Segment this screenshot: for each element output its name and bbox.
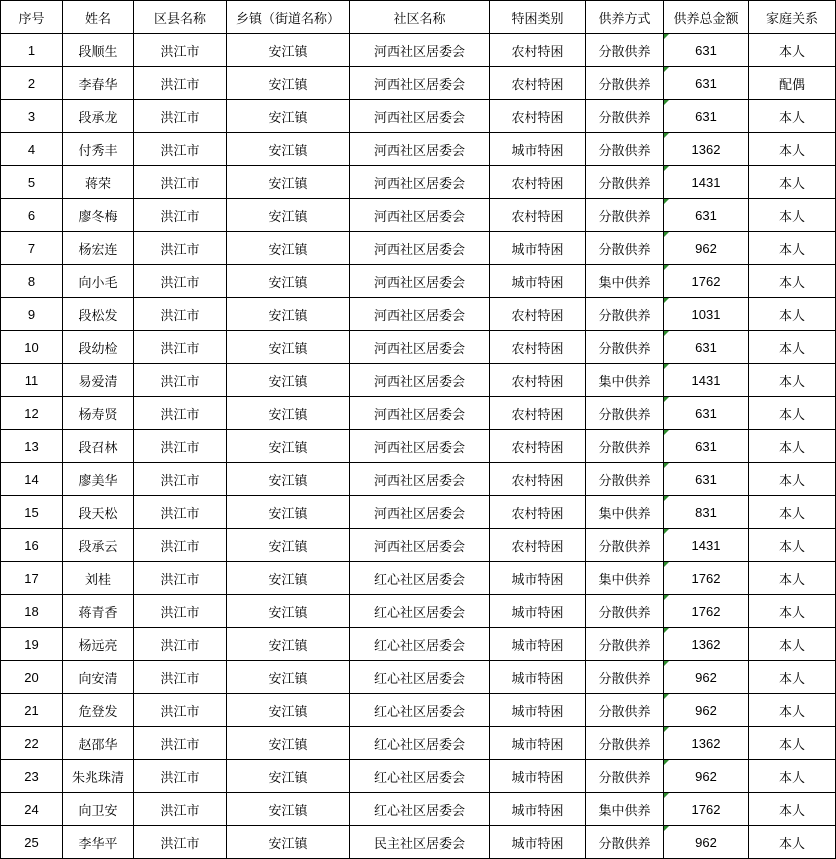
cell-community: 河西社区居委会: [350, 529, 490, 562]
cell-support-mode: 分散供养: [586, 166, 664, 199]
cell-county: 洪江市: [134, 166, 227, 199]
col-header-name: 姓名: [63, 1, 134, 34]
cell-name: 段天松: [63, 496, 134, 529]
cell-support-amount: 1431: [664, 529, 749, 562]
cell-index: 2: [1, 67, 63, 100]
cell-county: 洪江市: [134, 694, 227, 727]
cell-relation: 本人: [749, 298, 836, 331]
cell-community: 河西社区居委会: [350, 397, 490, 430]
cell-name: 杨远亮: [63, 628, 134, 661]
cell-index: 20: [1, 661, 63, 694]
cell-name: 蒋荣: [63, 166, 134, 199]
col-header-support-mode: 供养方式: [586, 1, 664, 34]
table-row: [1, 727, 836, 760]
cell-community: 红心社区居委会: [350, 694, 490, 727]
table-row: [1, 199, 836, 232]
cell-category: 农村特困: [490, 397, 586, 430]
cell-name: 刘桂: [63, 562, 134, 595]
cell-support-mode: 分散供养: [586, 661, 664, 694]
cell-town: 安江镇: [227, 496, 350, 529]
cell-name: 杨寿贤: [63, 397, 134, 430]
cell-name: 段召林: [63, 430, 134, 463]
cell-relation: 本人: [749, 397, 836, 430]
cell-community: 河西社区居委会: [350, 34, 490, 67]
cell-county: 洪江市: [134, 760, 227, 793]
cell-support-mode: 分散供养: [586, 298, 664, 331]
cell-relation: 本人: [749, 430, 836, 463]
table-row: [1, 331, 836, 364]
cell-county: 洪江市: [134, 232, 227, 265]
cell-county: 洪江市: [134, 661, 227, 694]
cell-support-amount: 1762: [664, 562, 749, 595]
cell-name: 段松发: [63, 298, 134, 331]
cell-index: 15: [1, 496, 63, 529]
cell-support-mode: 分散供养: [586, 100, 664, 133]
cell-town: 安江镇: [227, 595, 350, 628]
cell-relation: 本人: [749, 562, 836, 595]
cell-support-mode: 分散供养: [586, 628, 664, 661]
cell-county: 洪江市: [134, 199, 227, 232]
cell-index: 10: [1, 331, 63, 364]
cell-name: 付秀丰: [63, 133, 134, 166]
cell-county: 洪江市: [134, 463, 227, 496]
cell-community: 河西社区居委会: [350, 133, 490, 166]
cell-town: 安江镇: [227, 430, 350, 463]
table-row: [1, 562, 836, 595]
cell-support-mode: 分散供养: [586, 826, 664, 859]
cell-town: 安江镇: [227, 364, 350, 397]
cell-county: 洪江市: [134, 727, 227, 760]
cell-relation: 本人: [749, 661, 836, 694]
cell-index: 24: [1, 793, 63, 826]
cell-relation: 本人: [749, 133, 836, 166]
cell-community: 红心社区居委会: [350, 628, 490, 661]
cell-relation: 本人: [749, 727, 836, 760]
cell-relation: 本人: [749, 232, 836, 265]
cell-town: 安江镇: [227, 463, 350, 496]
cell-name: 易爱清: [63, 364, 134, 397]
cell-town: 安江镇: [227, 100, 350, 133]
cell-support-amount: 962: [664, 826, 749, 859]
cell-community: 河西社区居委会: [350, 67, 490, 100]
cell-category: 城市特困: [490, 661, 586, 694]
cell-index: 25: [1, 826, 63, 859]
table-body: [1, 34, 836, 859]
cell-index: 17: [1, 562, 63, 595]
cell-index: 7: [1, 232, 63, 265]
cell-support-mode: 分散供养: [586, 694, 664, 727]
cell-support-mode: 分散供养: [586, 430, 664, 463]
cell-relation: 本人: [749, 34, 836, 67]
cell-county: 洪江市: [134, 133, 227, 166]
cell-name: 李春华: [63, 67, 134, 100]
cell-support-mode: 集中供养: [586, 496, 664, 529]
cell-community: 河西社区居委会: [350, 463, 490, 496]
cell-county: 洪江市: [134, 430, 227, 463]
cell-support-amount: 1031: [664, 298, 749, 331]
cell-name: 段承云: [63, 529, 134, 562]
cell-relation: 本人: [749, 463, 836, 496]
cell-support-mode: 分散供养: [586, 595, 664, 628]
cell-town: 安江镇: [227, 265, 350, 298]
cell-town: 安江镇: [227, 232, 350, 265]
cell-category: 城市特困: [490, 826, 586, 859]
cell-support-amount: 631: [664, 199, 749, 232]
cell-support-amount: 631: [664, 397, 749, 430]
cell-support-amount: 962: [664, 694, 749, 727]
cell-category: 城市特困: [490, 694, 586, 727]
cell-category: 城市特困: [490, 793, 586, 826]
cell-index: 4: [1, 133, 63, 166]
cell-town: 安江镇: [227, 727, 350, 760]
cell-community: 河西社区居委会: [350, 100, 490, 133]
table-row: [1, 232, 836, 265]
col-header-town: 乡镇（街道名称）: [227, 1, 350, 34]
cell-category: 城市特困: [490, 133, 586, 166]
cell-name: 廖冬梅: [63, 199, 134, 232]
cell-category: 农村特困: [490, 199, 586, 232]
cell-name: 蒋青香: [63, 595, 134, 628]
cell-town: 安江镇: [227, 166, 350, 199]
cell-category: 农村特困: [490, 529, 586, 562]
cell-name: 危登发: [63, 694, 134, 727]
cell-support-amount: 631: [664, 100, 749, 133]
cell-category: 农村特困: [490, 100, 586, 133]
table-row: [1, 463, 836, 496]
cell-community: 红心社区居委会: [350, 793, 490, 826]
cell-relation: 配偶: [749, 67, 836, 100]
cell-index: 22: [1, 727, 63, 760]
cell-community: 河西社区居委会: [350, 166, 490, 199]
cell-town: 安江镇: [227, 397, 350, 430]
cell-category: 农村特困: [490, 298, 586, 331]
cell-support-amount: 962: [664, 232, 749, 265]
cell-community: 河西社区居委会: [350, 199, 490, 232]
table-row: [1, 430, 836, 463]
cell-relation: 本人: [749, 529, 836, 562]
cell-community: 红心社区居委会: [350, 760, 490, 793]
col-header-category: 特困类别: [490, 1, 586, 34]
cell-relation: 本人: [749, 760, 836, 793]
cell-category: 城市特困: [490, 265, 586, 298]
cell-support-amount: 1362: [664, 727, 749, 760]
cell-county: 洪江市: [134, 298, 227, 331]
cell-community: 河西社区居委会: [350, 364, 490, 397]
cell-county: 洪江市: [134, 628, 227, 661]
cell-name: 李华平: [63, 826, 134, 859]
cell-support-mode: 分散供养: [586, 133, 664, 166]
cell-town: 安江镇: [227, 760, 350, 793]
cell-support-amount: 962: [664, 661, 749, 694]
table-header-row: [1, 1, 836, 34]
table-row: [1, 67, 836, 100]
cell-county: 洪江市: [134, 529, 227, 562]
cell-support-mode: 集中供养: [586, 562, 664, 595]
cell-town: 安江镇: [227, 562, 350, 595]
cell-category: 农村特困: [490, 496, 586, 529]
cell-category: 城市特困: [490, 628, 586, 661]
cell-relation: 本人: [749, 628, 836, 661]
cell-category: 农村特困: [490, 331, 586, 364]
cell-support-amount: 1431: [664, 166, 749, 199]
cell-category: 城市特困: [490, 727, 586, 760]
cell-county: 洪江市: [134, 67, 227, 100]
cell-category: 城市特困: [490, 232, 586, 265]
col-header-county: 区县名称: [134, 1, 227, 34]
cell-support-amount: 1762: [664, 793, 749, 826]
table-row: [1, 694, 836, 727]
cell-county: 洪江市: [134, 397, 227, 430]
cell-town: 安江镇: [227, 133, 350, 166]
cell-support-mode: 分散供养: [586, 232, 664, 265]
table-row: [1, 760, 836, 793]
cell-category: 农村特困: [490, 463, 586, 496]
cell-community: 河西社区居委会: [350, 430, 490, 463]
cell-index: 11: [1, 364, 63, 397]
cell-support-mode: 分散供养: [586, 34, 664, 67]
cell-name: 杨宏连: [63, 232, 134, 265]
table-row: [1, 100, 836, 133]
cell-support-mode: 分散供养: [586, 529, 664, 562]
cell-county: 洪江市: [134, 100, 227, 133]
cell-support-mode: 集中供养: [586, 793, 664, 826]
cell-category: 城市特困: [490, 562, 586, 595]
cell-county: 洪江市: [134, 496, 227, 529]
cell-support-mode: 集中供养: [586, 364, 664, 397]
cell-relation: 本人: [749, 364, 836, 397]
cell-support-amount: 631: [664, 430, 749, 463]
cell-town: 安江镇: [227, 298, 350, 331]
cell-name: 向小毛: [63, 265, 134, 298]
table-row: [1, 529, 836, 562]
table-row: [1, 826, 836, 859]
cell-name: 赵邵华: [63, 727, 134, 760]
cell-community: 河西社区居委会: [350, 496, 490, 529]
cell-name: 段承龙: [63, 100, 134, 133]
cell-name: 向卫安: [63, 793, 134, 826]
cell-relation: 本人: [749, 100, 836, 133]
cell-category: 农村特困: [490, 430, 586, 463]
cell-category: 城市特困: [490, 595, 586, 628]
cell-relation: 本人: [749, 331, 836, 364]
table-row: [1, 166, 836, 199]
cell-name: 朱兆珠清: [63, 760, 134, 793]
table-row: [1, 793, 836, 826]
cell-support-mode: 分散供养: [586, 463, 664, 496]
cell-community: 红心社区居委会: [350, 562, 490, 595]
cell-category: 城市特困: [490, 760, 586, 793]
cell-index: 3: [1, 100, 63, 133]
table-row: [1, 298, 836, 331]
cell-support-mode: 分散供养: [586, 397, 664, 430]
cell-community: 河西社区居委会: [350, 331, 490, 364]
table-row: [1, 364, 836, 397]
cell-county: 洪江市: [134, 34, 227, 67]
cell-community: 民主社区居委会: [350, 826, 490, 859]
cell-support-amount: 1762: [664, 265, 749, 298]
cell-index: 14: [1, 463, 63, 496]
cell-support-mode: 集中供养: [586, 265, 664, 298]
cell-relation: 本人: [749, 793, 836, 826]
cell-town: 安江镇: [227, 628, 350, 661]
cell-index: 21: [1, 694, 63, 727]
cell-community: 河西社区居委会: [350, 298, 490, 331]
cell-support-mode: 分散供养: [586, 727, 664, 760]
table-row: [1, 265, 836, 298]
cell-relation: 本人: [749, 199, 836, 232]
cell-index: 13: [1, 430, 63, 463]
cell-community: 河西社区居委会: [350, 265, 490, 298]
cell-support-amount: 1431: [664, 364, 749, 397]
table-row: [1, 661, 836, 694]
cell-support-amount: 1362: [664, 628, 749, 661]
cell-relation: 本人: [749, 166, 836, 199]
table-row: [1, 628, 836, 661]
cell-support-mode: 分散供养: [586, 760, 664, 793]
cell-relation: 本人: [749, 694, 836, 727]
cell-community: 红心社区居委会: [350, 661, 490, 694]
cell-support-amount: 631: [664, 34, 749, 67]
cell-town: 安江镇: [227, 694, 350, 727]
cell-index: 5: [1, 166, 63, 199]
cell-county: 洪江市: [134, 793, 227, 826]
table-row: [1, 397, 836, 430]
table-row: [1, 496, 836, 529]
cell-index: 6: [1, 199, 63, 232]
cell-relation: 本人: [749, 496, 836, 529]
cell-index: 1: [1, 34, 63, 67]
cell-name: 段顺生: [63, 34, 134, 67]
table-row: [1, 595, 836, 628]
cell-category: 农村特困: [490, 364, 586, 397]
cell-index: 19: [1, 628, 63, 661]
cell-name: 向安清: [63, 661, 134, 694]
cell-category: 农村特困: [490, 67, 586, 100]
cell-county: 洪江市: [134, 331, 227, 364]
cell-support-amount: 631: [664, 463, 749, 496]
cell-town: 安江镇: [227, 529, 350, 562]
cell-support-amount: 831: [664, 496, 749, 529]
cell-index: 16: [1, 529, 63, 562]
cell-town: 安江镇: [227, 67, 350, 100]
cell-county: 洪江市: [134, 364, 227, 397]
cell-relation: 本人: [749, 826, 836, 859]
cell-category: 农村特困: [490, 166, 586, 199]
col-header-community: 社区名称: [350, 1, 490, 34]
col-header-support-amount: 供养总金额: [664, 1, 749, 34]
cell-community: 红心社区居委会: [350, 727, 490, 760]
cell-county: 洪江市: [134, 826, 227, 859]
cell-support-mode: 分散供养: [586, 199, 664, 232]
cell-index: 9: [1, 298, 63, 331]
cell-town: 安江镇: [227, 793, 350, 826]
table-row: [1, 34, 836, 67]
cell-town: 安江镇: [227, 331, 350, 364]
cell-name: 廖美华: [63, 463, 134, 496]
cell-index: 8: [1, 265, 63, 298]
cell-support-amount: 962: [664, 760, 749, 793]
cell-support-mode: 分散供养: [586, 67, 664, 100]
col-header-relation: 家庭关系: [749, 1, 836, 34]
cell-county: 洪江市: [134, 265, 227, 298]
cell-support-amount: 1762: [664, 595, 749, 628]
cell-community: 河西社区居委会: [350, 232, 490, 265]
cell-name: 段幼检: [63, 331, 134, 364]
cell-town: 安江镇: [227, 199, 350, 232]
cell-index: 23: [1, 760, 63, 793]
cell-index: 12: [1, 397, 63, 430]
col-header-index: 序号: [1, 1, 63, 34]
cell-support-amount: 631: [664, 331, 749, 364]
cell-support-amount: 631: [664, 67, 749, 100]
cell-support-mode: 分散供养: [586, 331, 664, 364]
cell-community: 红心社区居委会: [350, 595, 490, 628]
table-row: [1, 133, 836, 166]
cell-county: 洪江市: [134, 595, 227, 628]
cell-town: 安江镇: [227, 661, 350, 694]
cell-support-amount: 1362: [664, 133, 749, 166]
cell-relation: 本人: [749, 595, 836, 628]
cell-town: 安江镇: [227, 826, 350, 859]
cell-category: 农村特困: [490, 34, 586, 67]
cell-town: 安江镇: [227, 34, 350, 67]
cell-index: 18: [1, 595, 63, 628]
cell-county: 洪江市: [134, 562, 227, 595]
cell-relation: 本人: [749, 265, 836, 298]
